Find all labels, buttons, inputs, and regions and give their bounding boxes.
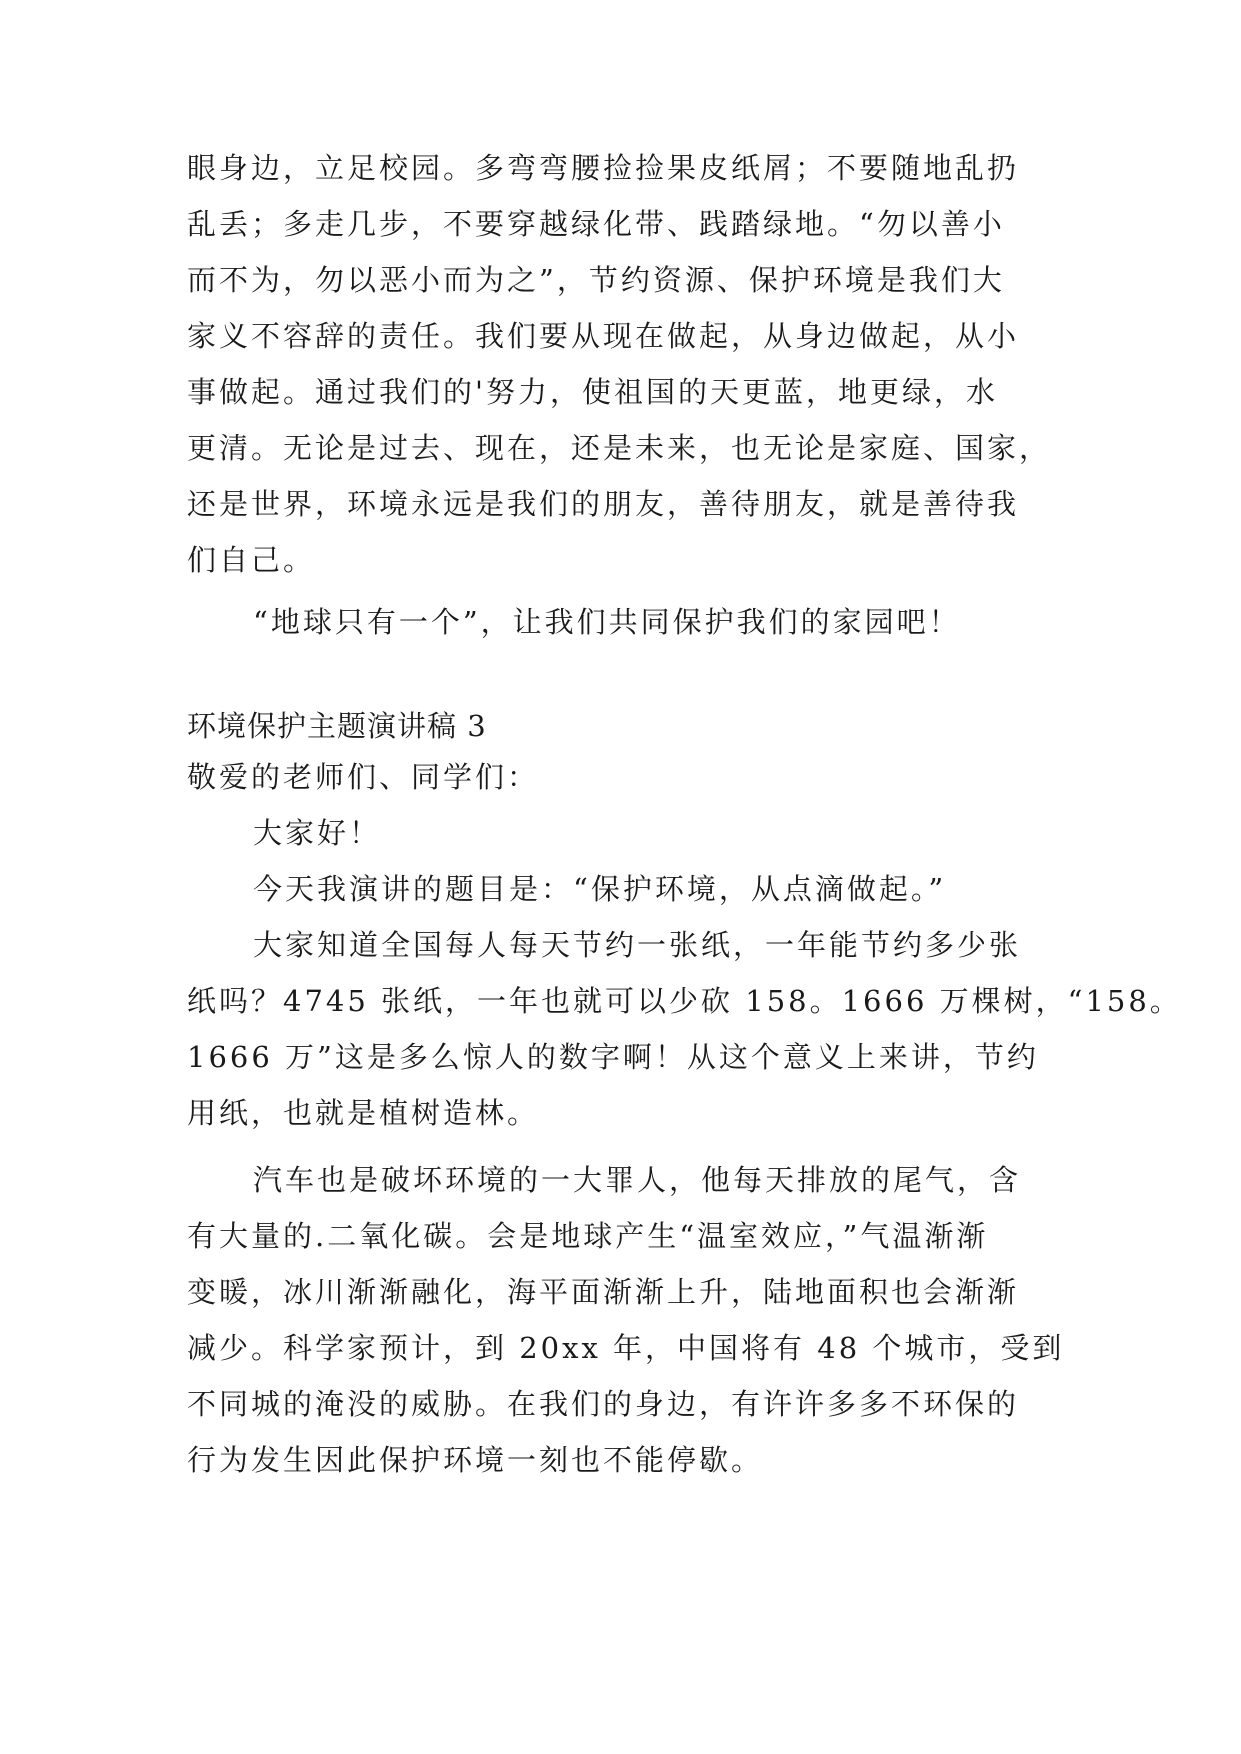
paragraph-line: 而不为，勿以恶小而为之”，节约资源、保护环境是我们大 [187,263,1005,297]
section-title: 环境保护主题演讲稿 3 [187,709,487,743]
paragraph-line: 1666 万”这是多么惊人的数字啊！从这个意义上来讲，节约 [187,1040,1039,1074]
paragraph-line: 行为发生因此保护环境一刻也不能停歇。 [187,1443,764,1477]
paragraph-line: 还是世界，环境永远是我们的朋友，善待朋友，就是善待我 [187,487,1020,521]
paragraph-line: 们自己。 [187,543,316,577]
paragraph-line: 不同城的淹没的威胁。在我们的身边，有许许多多不环保的 [187,1387,1020,1421]
paragraph-line: 家义不容辞的责任。我们要从现在做起，从身边做起，从小 [187,319,1020,353]
paragraph-line: 有大量的.二氧化碳。会是地球产生“温室效应，”气温渐渐 [187,1219,989,1253]
paragraph-line: 减少。科学家预计，到 20xx 年，中国将有 48 个城市，受到 [187,1331,1065,1365]
greeting: 大家好！ [253,816,382,850]
paragraph-line: 变暖，冰川渐渐融化，海平面渐渐上升，陆地面积也会渐渐 [187,1275,1020,1309]
paragraph-line: 事做起。通过我们的'努力，使祖国的天更蓝，地更绿，水 [187,375,998,409]
paragraph-line: 更清。无论是过去、现在，还是未来，也无论是家庭、国家， [187,431,1052,465]
salutation: 敬爱的老师们、同学们： [187,760,540,794]
paragraph-line: 汽车也是破坏环境的一大罪人，他每天排放的尾气，含 [253,1163,1022,1197]
paragraph-line: 大家知道全国每人每天节约一张纸，一年能节约多少张 [253,928,1022,962]
paragraph-line: 用纸，也就是植树造林。 [187,1096,540,1130]
paragraph-line: 纸吗？4745 张纸，一年也就可以少砍 158。1666 万棵树，“158。 [187,984,1182,1018]
paragraph-line: 眼身边，立足校园。多弯弯腰捡捡果皮纸屑；不要随地乱扔 [187,151,1020,185]
closing-line: “地球只有一个”，让我们共同保护我们的家园吧！ [253,605,961,639]
topic-line: 今天我演讲的题目是：“保护环境，从点滴做起。” [253,872,947,906]
paragraph-line: 乱丢；多走几步，不要穿越绿化带、践踏绿地。“勿以善小 [187,207,1005,241]
